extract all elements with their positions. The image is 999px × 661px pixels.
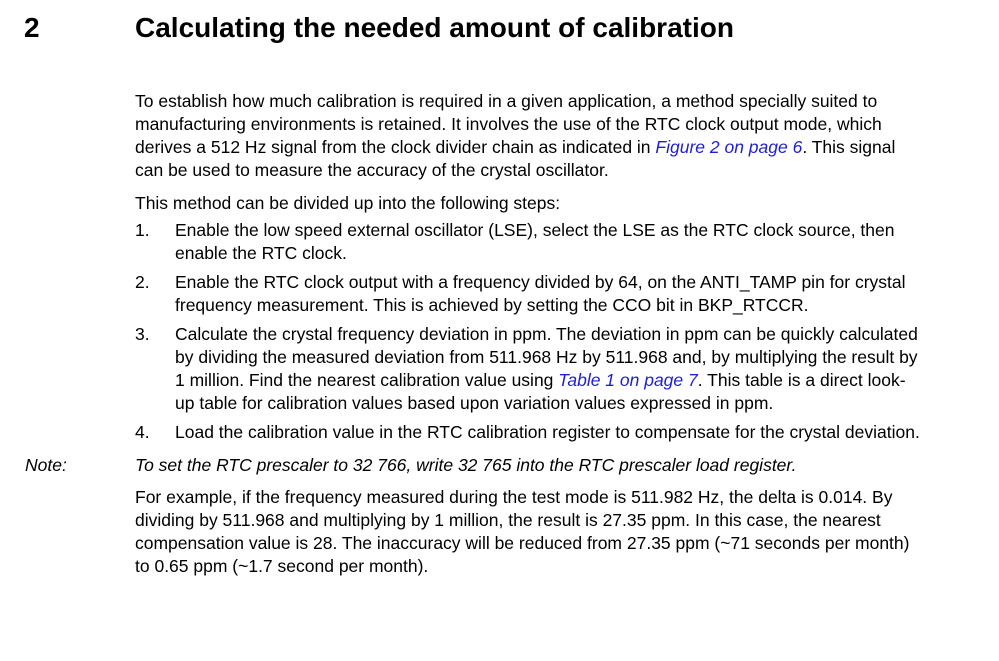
steps-intro: This method can be divided up into the following steps: <box>135 193 561 213</box>
step-number: 3. <box>135 324 150 344</box>
intro-text: To establish how much calibration is required in a given application, a method specially suited to manufacturing environments is retained. It involves the use of the RTC clock output mode, which derives a 512 Hz signal from the clock divider chain as indicated in <box>135 91 882 157</box>
note <box>25 454 925 477</box>
step-text: Enable the RTC clock output with a frequency divided by 64, on the ANTI_TAMP pin for crystal frequency measurement. This is achieved by setting the CCO bit in BKP_RTCCR. <box>175 272 906 315</box>
list-item <box>135 421 925 444</box>
list-item <box>135 323 925 415</box>
section-title: Calculating the needed amount of calibration <box>135 12 734 43</box>
intro-paragraph <box>135 90 925 182</box>
note-label: Note: <box>25 455 67 475</box>
list-item <box>135 219 925 265</box>
step-number: 4. <box>135 422 150 442</box>
section-body <box>25 90 925 578</box>
note-text: To set the RTC prescaler to 32 766, write 32 765 into the RTC prescaler load register. <box>135 455 797 475</box>
intro-text-end: . This signal can be used to measure the accuracy of the crystal oscillator. <box>135 137 896 180</box>
section-number: 2 <box>24 12 40 43</box>
list-item <box>135 271 925 317</box>
step-text: Load the calibration value in the RTC calibration register to compensate for the crystal deviation. <box>175 422 920 442</box>
step-text-end: . This table is a direct look-up table for calibration values based upon variation values expressed in ppm. <box>175 370 906 413</box>
step-text: Calculate the crystal frequency deviation in ppm. The deviation in ppm can be quickly calculated by dividing the measured deviation from 511.968 Hz by 511.968 and, by multiplying the result by 1 million. Find the nearest calibration value using <box>175 324 918 390</box>
figure-2-link[interactable]: Figure 2 on page 6 <box>655 137 803 157</box>
step-number: 2. <box>135 272 150 292</box>
example-paragraph: For example, if the frequency measured during the test mode is 511.982 Hz, the delta is 0.014. By dividing by 511.968 and multiplying by 1 million, the result is 27.35 ppm. In this case, the nearest compensation value is 28. The inaccuracy will be reduced from 27.35 ppm (~71 seconds per month) to 0.65 ppm (~1.7 second per month). <box>135 487 910 576</box>
steps-list <box>135 219 925 444</box>
step-number: 1. <box>135 220 150 240</box>
step-text: Enable the low speed external oscillator (LSE), select the LSE as the RTC clock source, then enable the RTC clock. <box>175 220 895 263</box>
table-1-link[interactable]: Table 1 on page 7 <box>558 370 698 390</box>
